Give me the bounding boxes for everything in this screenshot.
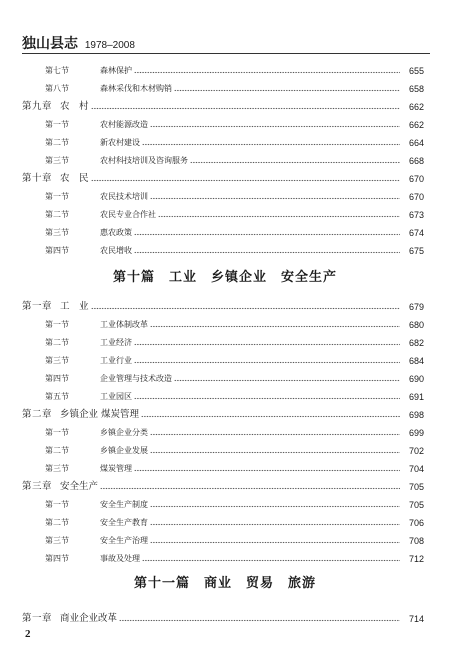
entry-title: 森林采伐和木材购销 bbox=[100, 84, 172, 93]
entry-number: 第一章 bbox=[22, 613, 53, 624]
entry-number: 第一节 bbox=[45, 428, 69, 437]
dot-leader bbox=[150, 320, 400, 328]
toc-section-entry bbox=[0, 222, 450, 238]
entry-title: 安全生产教育 bbox=[100, 518, 148, 527]
toc-section-entry bbox=[0, 332, 450, 348]
toc-section-entry bbox=[0, 458, 450, 474]
dot-leader bbox=[134, 246, 400, 254]
entry-page: 712 bbox=[408, 554, 424, 564]
entry-page: 699 bbox=[408, 428, 424, 438]
entry-number: 第三节 bbox=[45, 464, 69, 473]
entry-page: 706 bbox=[408, 518, 424, 528]
entry-title: 工业园区 bbox=[100, 392, 132, 401]
entry-page: 708 bbox=[408, 536, 424, 546]
entry-number: 第三节 bbox=[45, 228, 69, 237]
entry-title: 乡镇企业 煤炭管理 bbox=[60, 409, 140, 420]
entry-number: 第二节 bbox=[45, 446, 69, 455]
entry-page: 714 bbox=[408, 614, 424, 624]
entry-title: 农民增收 bbox=[100, 246, 132, 255]
entry-title: 安全生产制度 bbox=[100, 500, 148, 509]
toc-section-entry bbox=[0, 186, 450, 202]
entry-page: 673 bbox=[408, 210, 424, 220]
toc-section-entry bbox=[0, 494, 450, 510]
entry-page: 662 bbox=[408, 102, 424, 112]
entry-page: 670 bbox=[408, 174, 424, 184]
entry-title: 事故及处理 bbox=[100, 554, 140, 563]
toc-section-entry bbox=[0, 60, 450, 76]
entry-title: 乡镇企业发展 bbox=[100, 446, 148, 455]
entry-title: 新农村建设 bbox=[100, 138, 140, 147]
entry-page: 691 bbox=[408, 392, 424, 402]
dot-leader bbox=[142, 138, 400, 146]
entry-title: 商业企业改革 bbox=[60, 613, 118, 624]
entry-title: 煤炭管理 bbox=[100, 464, 132, 473]
dot-leader bbox=[100, 482, 400, 490]
entry-number: 第一章 bbox=[22, 301, 53, 312]
entry-number: 第十章 bbox=[22, 173, 53, 184]
toc-chapter-entry bbox=[0, 476, 450, 492]
toc-chapter-entry bbox=[0, 296, 450, 312]
entry-title: 工 业 bbox=[60, 301, 89, 312]
toc-chapter-entry bbox=[0, 404, 450, 420]
entry-title: 农民专业合作社 bbox=[100, 210, 156, 219]
page-number: 2 bbox=[25, 628, 31, 640]
entry-page: 684 bbox=[408, 356, 424, 366]
entry-title: 农 村 bbox=[60, 101, 89, 112]
toc-section-entry bbox=[0, 150, 450, 166]
toc-section-entry bbox=[0, 314, 450, 330]
entry-title: 惠农政策 bbox=[100, 228, 132, 237]
book-years: 1978–2008 bbox=[84, 40, 135, 51]
toc-chapter-entry bbox=[0, 168, 450, 184]
dot-leader bbox=[150, 518, 400, 526]
dot-leader bbox=[91, 174, 400, 182]
entry-number: 第二节 bbox=[45, 338, 69, 347]
entry-title: 乡镇企业分类 bbox=[100, 428, 148, 437]
toc-section-entry bbox=[0, 132, 450, 148]
dot-leader bbox=[174, 374, 400, 382]
dot-leader bbox=[134, 66, 400, 74]
entry-number: 第二节 bbox=[45, 518, 69, 527]
entry-number: 第二章 bbox=[22, 409, 53, 420]
entry-title: 森林保护 bbox=[100, 66, 132, 75]
entry-number: 第四节 bbox=[45, 246, 69, 255]
toc-section-entry bbox=[0, 368, 450, 384]
toc-section-entry bbox=[0, 350, 450, 366]
dot-leader bbox=[119, 614, 400, 622]
dot-leader bbox=[150, 192, 400, 200]
entry-number: 第三节 bbox=[45, 536, 69, 545]
entry-title: 企业管理与技术改造 bbox=[100, 374, 172, 383]
entry-page: 704 bbox=[408, 464, 424, 474]
entry-number: 第七节 bbox=[45, 66, 69, 75]
header-rule bbox=[22, 53, 430, 54]
entry-page: 674 bbox=[408, 228, 424, 238]
entry-number: 第三章 bbox=[22, 481, 53, 492]
entry-number: 第一节 bbox=[45, 320, 69, 329]
entry-title: 农村能源改造 bbox=[100, 120, 148, 129]
entry-number: 第二节 bbox=[45, 138, 69, 147]
toc-chapter-entry bbox=[0, 96, 450, 112]
dot-leader bbox=[141, 410, 400, 418]
entry-page: 705 bbox=[408, 482, 424, 492]
entry-number: 第四节 bbox=[45, 374, 69, 383]
dot-leader bbox=[91, 102, 400, 110]
dot-leader bbox=[150, 446, 400, 454]
entry-page: 655 bbox=[408, 66, 424, 76]
entry-page: 705 bbox=[408, 500, 424, 510]
entry-page: 658 bbox=[408, 84, 424, 94]
entry-page: 679 bbox=[408, 302, 424, 312]
entry-page: 680 bbox=[408, 320, 424, 330]
dot-leader bbox=[150, 120, 400, 128]
entry-page: 702 bbox=[408, 446, 424, 456]
entry-page: 670 bbox=[408, 192, 424, 202]
toc-section-entry bbox=[0, 548, 450, 564]
entry-number: 第九章 bbox=[22, 101, 53, 112]
toc-section-entry bbox=[0, 114, 450, 130]
entry-number: 第八节 bbox=[45, 84, 69, 93]
toc-section-entry bbox=[0, 422, 450, 438]
entry-title: 安全生产治理 bbox=[100, 536, 148, 545]
entry-number: 第五节 bbox=[45, 392, 69, 401]
entry-title: 工业体制改革 bbox=[100, 320, 148, 329]
toc-section-entry bbox=[0, 530, 450, 546]
dot-leader bbox=[134, 356, 400, 364]
entry-number: 第一节 bbox=[45, 192, 69, 201]
entry-page: 698 bbox=[408, 410, 424, 420]
dot-leader bbox=[174, 84, 400, 92]
entry-page: 690 bbox=[408, 374, 424, 384]
dot-leader bbox=[134, 392, 400, 400]
entry-number: 第一节 bbox=[45, 500, 69, 509]
entry-title: 农 民 bbox=[60, 173, 89, 184]
toc-section-entry bbox=[0, 240, 450, 256]
toc-section-entry bbox=[0, 386, 450, 402]
toc-section-entry bbox=[0, 512, 450, 528]
toc-section-entry bbox=[0, 78, 450, 94]
entry-number: 第三节 bbox=[45, 356, 69, 365]
entry-number: 第二节 bbox=[45, 210, 69, 219]
dot-leader bbox=[150, 428, 400, 436]
entry-page: 682 bbox=[408, 338, 424, 348]
entry-number: 第四节 bbox=[45, 554, 69, 563]
entry-title: 农村科技培训及咨询服务 bbox=[100, 156, 188, 165]
entry-title: 工业经济 bbox=[100, 338, 132, 347]
dot-leader bbox=[158, 210, 400, 218]
entry-number: 第三节 bbox=[45, 156, 69, 165]
entry-page: 664 bbox=[408, 138, 424, 148]
entry-page: 668 bbox=[408, 156, 424, 166]
dot-leader bbox=[134, 464, 400, 472]
toc-chapter-entry bbox=[0, 608, 450, 624]
running-header bbox=[22, 37, 135, 53]
book-title: 独山县志 bbox=[22, 36, 78, 52]
part-heading: 第十一篇 商业 贸易 旅游 bbox=[133, 576, 316, 591]
toc-section-entry bbox=[0, 204, 450, 220]
dot-leader bbox=[190, 156, 400, 164]
dot-leader bbox=[150, 500, 400, 508]
toc-section-entry bbox=[0, 440, 450, 456]
entry-page: 662 bbox=[408, 120, 424, 130]
dot-leader bbox=[91, 302, 400, 310]
dot-leader bbox=[142, 554, 400, 562]
entry-number: 第一节 bbox=[45, 120, 69, 129]
part-heading: 第十篇 工业 乡镇企业 安全生产 bbox=[112, 270, 337, 285]
entry-title: 安全生产 bbox=[60, 481, 99, 492]
dot-leader bbox=[134, 338, 400, 346]
entry-title: 农民技术培训 bbox=[100, 192, 148, 201]
dot-leader bbox=[150, 536, 400, 544]
entry-title: 工业行业 bbox=[100, 356, 132, 365]
dot-leader bbox=[134, 228, 400, 236]
entry-page: 675 bbox=[408, 246, 424, 256]
